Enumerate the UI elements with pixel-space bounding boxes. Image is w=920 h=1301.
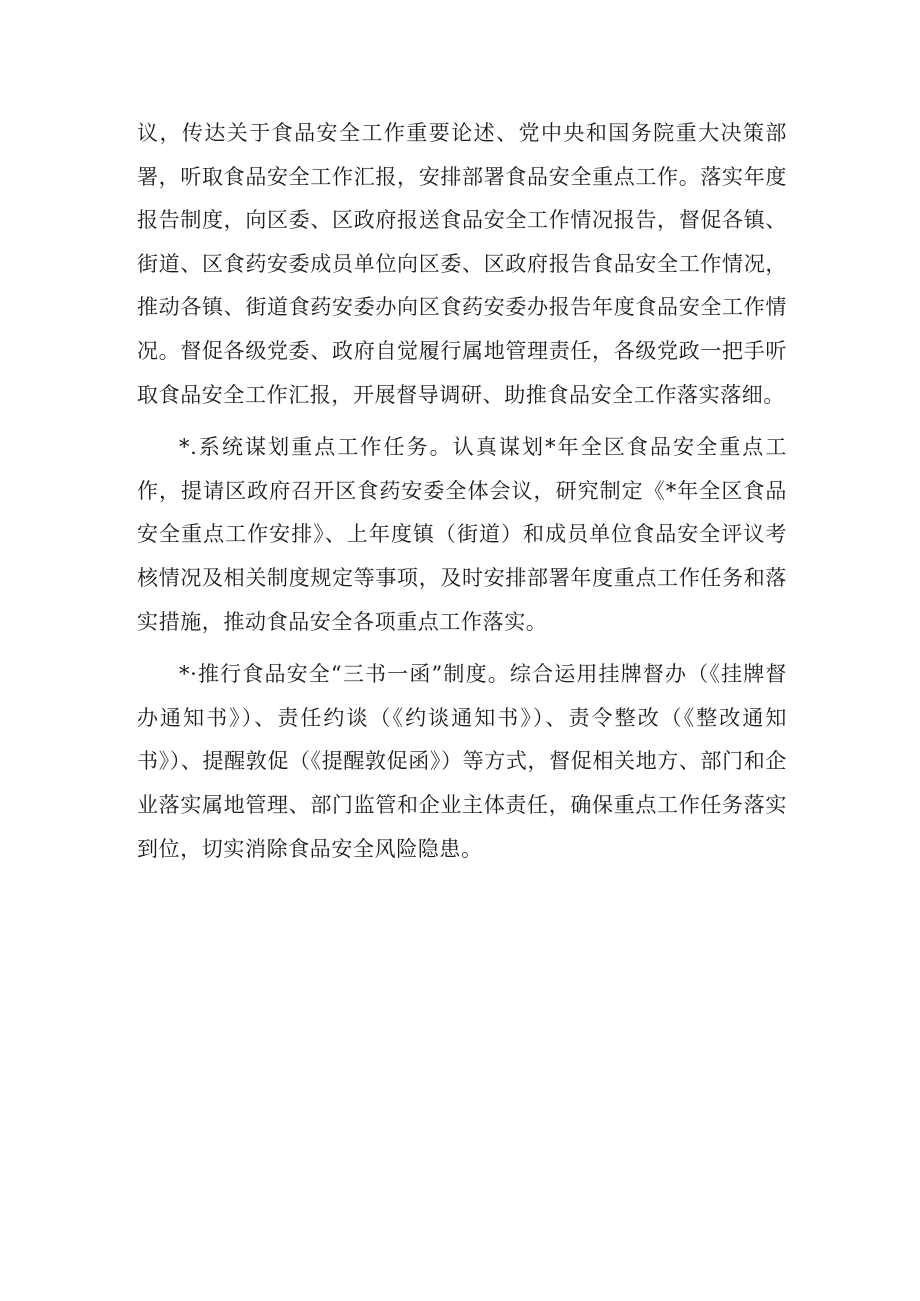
- paragraph-planning-tasks: *.系统谋划重点工作任务。认真谋划*年全区食品安全重点工作，提请区政府召开区食药安委全体会议，研究制定《*年全区食品安全重点工作安排》、上年度镇（街道）和成员单位食品安全评议考核情况及相关制度规定等事项，及时安排部署年度重点工作任务和落实措施，推动食品安全各项重点工作落实。: [137, 435, 787, 634]
- paragraph-three-letters-system: *·推行食品安全“三书一函”制度。综合运用挂牌督办（《挂牌督办通知书》）、责任约谈（《约谈通知书》）、责令整改（《整改通知书》）、提醒敦促（《提醒敦促函》）等方式，督促相关地方、部门和企业落实属地管理、部门监管和企业主体责任，确保重点工作任务落实到位，切实消除食品安全风险隐患。: [137, 662, 787, 861]
- document-body: [137, 112, 787, 880]
- paragraph-continuation: 议，传达关于食品安全工作重要论述、党中央和国务院重大决策部署，听取食品安全工作汇报，安排部署食品安全重点工作。落实年度报告制度，向区委、区政府报送食品安全工作情况报告，督促各镇、街道、区食药安委成员单位向区委、区政府报告食品安全工作情况，推动各镇、街道食药安委办向区食药安委办报告年度食品安全工作情况。督促各级党委、政府自觉履行属地管理责任，各级党政一把手听取食品安全工作汇报，开展督导调研、助推食品安全工作落实落细。: [137, 121, 787, 407]
